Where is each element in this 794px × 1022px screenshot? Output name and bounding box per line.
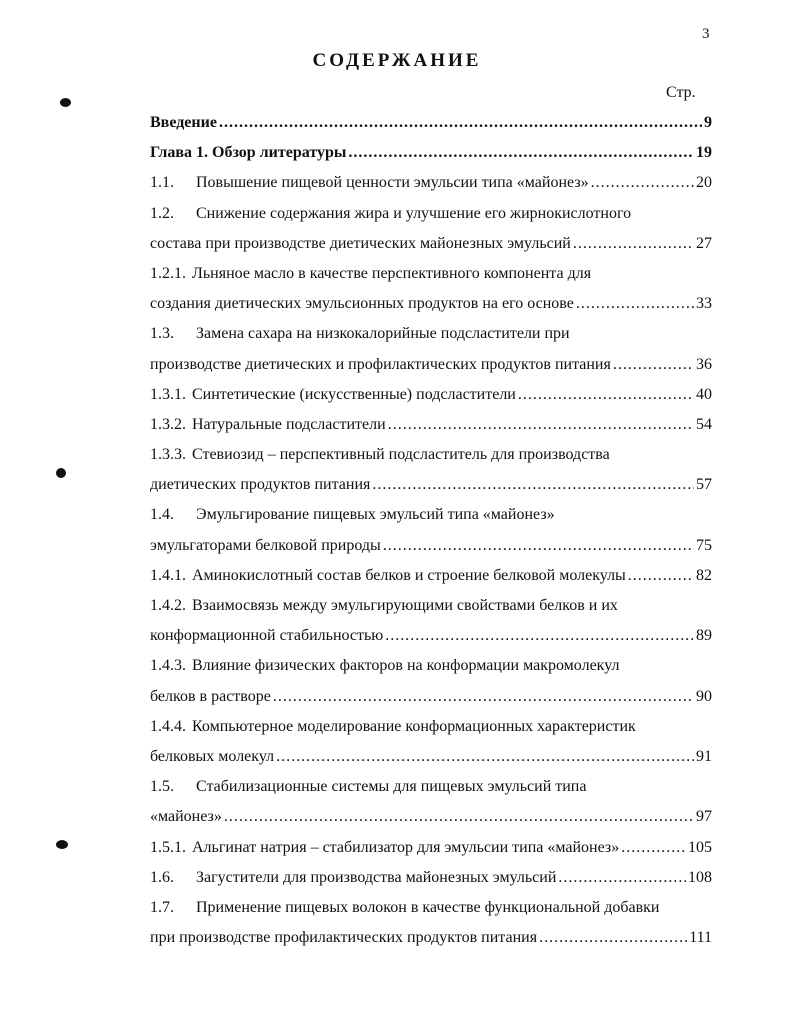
toc-entry-number: 1.4.1. bbox=[150, 566, 186, 584]
toc-entry-page: 91 bbox=[696, 747, 712, 765]
toc-entry-page: 19 bbox=[696, 144, 712, 162]
toc-entry-number: 1.4.3. bbox=[150, 657, 186, 675]
toc-entry bbox=[150, 199, 712, 229]
toc-entry bbox=[150, 289, 712, 319]
toc-entry-title: белков в растворе bbox=[150, 687, 271, 705]
toc-entry-title: Стевиозид – перспективный подсластитель для производства bbox=[192, 446, 610, 464]
toc-entry-number: 1.3.3. bbox=[150, 446, 186, 464]
toc-entry-page: 33 bbox=[696, 295, 712, 313]
toc-entry bbox=[150, 651, 712, 681]
dot-leader bbox=[372, 470, 694, 500]
toc-entry bbox=[150, 863, 712, 893]
toc-entry-number: 1.3. bbox=[150, 325, 174, 343]
toc-entry-page: 54 bbox=[696, 415, 712, 433]
toc-entry-title: Замена сахара на низкокалорийные подсластители при bbox=[196, 325, 570, 343]
dot-leader bbox=[388, 410, 694, 440]
toc-entry bbox=[150, 742, 712, 772]
toc-entry bbox=[150, 531, 712, 561]
toc-entry-title: при производстве профилактических продуктов питания bbox=[150, 929, 538, 947]
dot-leader bbox=[273, 682, 694, 712]
toc-entry-number: 1.3.1. bbox=[150, 385, 186, 403]
toc-entry-title: диетических продуктов питания bbox=[150, 476, 371, 494]
scan-speck bbox=[60, 98, 71, 107]
toc-entry bbox=[150, 621, 712, 651]
toc-entry-page: 36 bbox=[696, 355, 712, 373]
toc-entry-title: Синтетические (искусственные) подсластители bbox=[192, 385, 516, 403]
dot-leader bbox=[539, 923, 687, 953]
toc-entry bbox=[150, 168, 712, 198]
toc-entry-title: Натуральные подсластители bbox=[192, 415, 386, 433]
dot-leader bbox=[518, 380, 694, 410]
toc-entry-number: 1.2.1. bbox=[150, 264, 186, 282]
toc-entry-page: 20 bbox=[696, 174, 712, 192]
toc-entry-number: 1.4.2. bbox=[150, 597, 186, 614]
toc-entry bbox=[150, 470, 712, 500]
toc-entry bbox=[150, 561, 712, 591]
toc-entry-title: белковых молекул bbox=[150, 747, 275, 765]
toc-entry-title: Компьютерное моделирование конформационных характеристик bbox=[192, 717, 636, 735]
toc-entry-title: создания диетических эмульсионных продуктов на его основе bbox=[150, 295, 574, 313]
toc-entry bbox=[150, 440, 712, 470]
toc-entry-title: производстве диетических и профилактических продуктов питания bbox=[150, 355, 611, 373]
toc-entry-title: Эмульгирование пищевых эмульсий типа «майонез» bbox=[196, 506, 555, 524]
toc-entry-page: 105 bbox=[688, 838, 712, 856]
toc-entry-title: Повышение пищевой ценности эмульсии типа «майонез» bbox=[196, 174, 589, 192]
dot-leader bbox=[558, 863, 686, 893]
dot-leader bbox=[628, 561, 694, 591]
toc-entry-title: «майонез» bbox=[150, 808, 222, 826]
toc-entry-number: 1.5.1. bbox=[150, 838, 186, 856]
toc-entry-title: конформационной стабильностью bbox=[150, 627, 384, 645]
toc-entry bbox=[150, 802, 712, 832]
toc-entry-title: Альгинат натрия – стабилизатор для эмульсии типа «майонез» bbox=[192, 838, 620, 856]
toc-entry bbox=[150, 108, 712, 138]
toc-entry bbox=[150, 893, 712, 923]
toc-entry bbox=[150, 259, 712, 289]
dot-leader bbox=[224, 802, 694, 832]
toc-entry bbox=[150, 712, 712, 742]
toc-entry-number: 1.7. bbox=[150, 898, 174, 916]
dot-leader bbox=[348, 138, 694, 168]
toc-entry-title: Глава 1. Обзор литературы bbox=[150, 144, 347, 162]
toc-entry bbox=[150, 380, 712, 410]
toc-entry bbox=[150, 591, 712, 621]
toc-entry-title: Льняное масло в качестве перспективного компонента для bbox=[192, 264, 592, 282]
toc-entry bbox=[150, 319, 712, 349]
toc-entry-title: Аминокислотный состав белков и строение белковой молекулы bbox=[192, 566, 626, 584]
toc-entry bbox=[150, 410, 712, 440]
toc-entry-number: 1.1. bbox=[150, 174, 174, 192]
toc-entry-title: Загустители для производства майонезных эмульсий bbox=[196, 868, 557, 886]
toc-entry bbox=[150, 229, 712, 259]
page-column-label: Стр. bbox=[666, 84, 696, 101]
toc-entry-title: Взаимосвязь между эмульгирующими свойствами белков и их bbox=[192, 597, 618, 614]
dot-leader bbox=[219, 108, 702, 138]
toc-entry-page: 90 bbox=[696, 687, 712, 705]
toc-entry bbox=[150, 350, 712, 380]
dot-leader bbox=[591, 168, 694, 198]
toc-entry bbox=[150, 682, 712, 712]
toc-entry-page: 57 bbox=[696, 476, 712, 494]
toc-entry-page: 97 bbox=[696, 808, 712, 826]
toc-entry bbox=[150, 772, 712, 802]
toc-entry-title: состава при производстве диетических майонезных эмульсий bbox=[150, 234, 571, 252]
dot-leader bbox=[385, 621, 694, 651]
toc-entry-page: 40 bbox=[696, 385, 712, 403]
toc-entry-number: 1.6. bbox=[150, 868, 174, 886]
dot-leader bbox=[276, 742, 694, 772]
toc-entry-title: Стабилизационные системы для пищевых эмульсий типа bbox=[196, 778, 587, 796]
scan-speck bbox=[56, 840, 68, 849]
toc-entry-title: Снижение содержания жира и улучшение его жирнокислотного bbox=[196, 204, 632, 222]
toc-entry-page: 108 bbox=[688, 868, 712, 886]
scan-speck bbox=[56, 468, 66, 478]
dot-leader bbox=[573, 229, 694, 259]
toc-entry-page: 111 bbox=[689, 929, 712, 947]
toc-entry-page: 89 bbox=[696, 627, 712, 645]
toc-entry bbox=[150, 923, 712, 953]
toc-entry-number: 1.4.4. bbox=[150, 717, 186, 735]
toc-entry-title: Применение пищевых волокон в качестве функциональной добавки bbox=[196, 898, 660, 916]
table-of-contents bbox=[150, 108, 712, 953]
toc-entry-number: 1.5. bbox=[150, 778, 174, 796]
toc-entry-title: Введение bbox=[150, 114, 217, 131]
dot-leader bbox=[383, 531, 694, 561]
dot-leader bbox=[621, 833, 686, 863]
toc-entry-number: 1.4. bbox=[150, 506, 174, 524]
toc-entry-page: 75 bbox=[696, 536, 712, 554]
toc-entry-page: 9 bbox=[704, 114, 712, 131]
page-number: 3 bbox=[702, 26, 710, 42]
page-title: СОДЕРЖАНИЕ bbox=[312, 50, 482, 71]
dot-leader bbox=[613, 350, 694, 380]
toc-entry-number: 1.3.2. bbox=[150, 415, 186, 433]
toc-entry-title: Влияние физических факторов на конформации макромолекул bbox=[192, 657, 620, 675]
toc-entry-page: 82 bbox=[696, 566, 712, 584]
dot-leader bbox=[576, 289, 694, 319]
toc-entry bbox=[150, 833, 712, 863]
toc-entry bbox=[150, 500, 712, 530]
toc-entry bbox=[150, 138, 712, 168]
toc-entry-page: 27 bbox=[696, 234, 712, 252]
toc-entry-title: эмульгаторами белковой природы bbox=[150, 536, 381, 554]
toc-entry-number: 1.2. bbox=[150, 204, 174, 222]
